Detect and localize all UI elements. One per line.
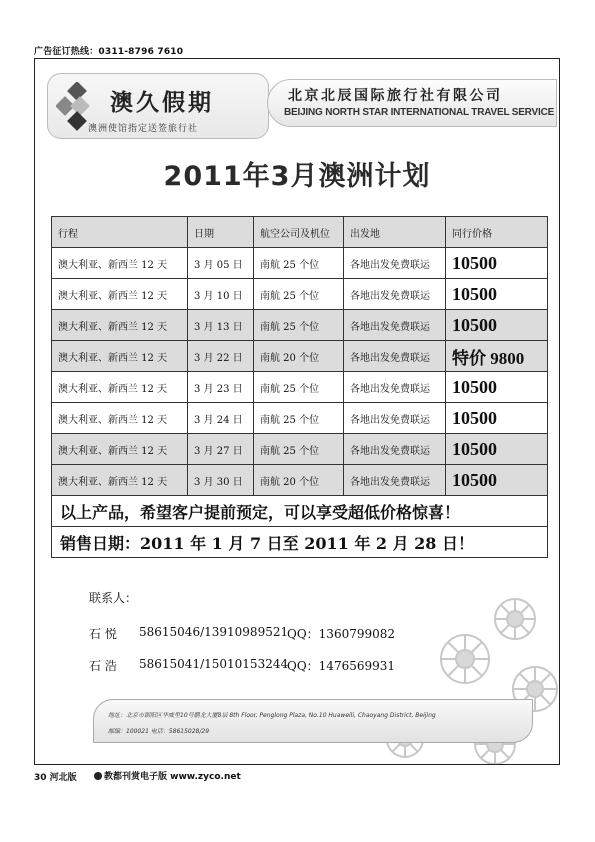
- departure-cell: 各地出发免费联运: [344, 372, 446, 403]
- page-title: 2011年3月澳洲计划: [163, 161, 431, 192]
- price-cell: 10500: [446, 372, 548, 403]
- footer-site-text: 教都刊赏电子版 www.zyco.net: [104, 772, 241, 782]
- contact-phone: 58615046/13910989521: [139, 625, 289, 639]
- date-cell: 3 月 27 日: [188, 434, 254, 465]
- table-row: [52, 434, 548, 465]
- departure-cell: 各地出发免费联运: [344, 279, 446, 310]
- tour-plan-table: [51, 216, 548, 558]
- page-number: 30 河北版: [34, 773, 77, 783]
- table-row: [52, 310, 548, 341]
- table-header-row: [52, 217, 548, 248]
- price-cell: 10500: [446, 465, 548, 496]
- column-header: 日期: [188, 217, 254, 248]
- airline-cell: 南航 25 个位: [254, 310, 344, 341]
- date-cell: 3 月 22 日: [188, 341, 254, 372]
- advert-frame: [34, 58, 560, 765]
- price-cell: 10500: [446, 279, 548, 310]
- sales-period-note: 销售日期：2011 年 1 月 7 日至 2011 年 2 月 28 日！: [52, 527, 548, 558]
- date-cell: 3 月 30 日: [188, 465, 254, 496]
- column-header: 出发地: [344, 217, 446, 248]
- route-cell: 澳大利亚、新西兰 12 天: [52, 372, 188, 403]
- postcode-phone-line: 邮编：100021 电话：58615028/29: [108, 728, 210, 735]
- departure-cell: 各地出发免费联运: [344, 248, 446, 279]
- airline-cell: 南航 25 个位: [254, 372, 344, 403]
- date-cell: 3 月 24 日: [188, 403, 254, 434]
- departure-cell: 各地出发免费联运: [344, 403, 446, 434]
- price-cell: 10500: [446, 248, 548, 279]
- route-cell: 澳大利亚、新西兰 12 天: [52, 310, 188, 341]
- brand-logo: [47, 73, 269, 139]
- airline-cell: 南航 25 个位: [254, 403, 344, 434]
- departure-cell: 各地出发免费联运: [344, 465, 446, 496]
- date-cell: 3 月 13 日: [188, 310, 254, 341]
- address-bar: [93, 699, 533, 743]
- date-cell: 3 月 10 日: [188, 279, 254, 310]
- contact-qq: QQ：1476569931: [287, 659, 396, 673]
- table-row: [52, 341, 548, 372]
- contact-name: 石 悦: [89, 627, 117, 641]
- address-line: 地址：北京市朝阳区华威里10号鹏龙大厦8层 8th Floor, Penglong Plaza, No.10 Huaweili, Chaoyang District, Beijing: [108, 712, 436, 719]
- column-header: 同行价格: [446, 217, 548, 248]
- contact-qq: QQ：1360799082: [287, 627, 396, 641]
- company-name-cn: 北京北辰国际旅行社有限公司: [288, 88, 503, 104]
- company-banner: [267, 79, 557, 127]
- column-header: 行程: [52, 217, 188, 248]
- notes-row: [52, 496, 548, 527]
- special-price-cell: 特价 9800: [446, 341, 548, 372]
- contact-phone: 58615041/15010153244: [139, 657, 289, 671]
- contact-heading: 联系人：: [89, 591, 138, 605]
- table-row: [52, 279, 548, 310]
- departure-cell: 各地出发免费联运: [344, 434, 446, 465]
- route-cell: 澳大利亚、新西兰 12 天: [52, 248, 188, 279]
- departure-cell: 各地出发免费联运: [344, 341, 446, 372]
- price-cell: 10500: [446, 310, 548, 341]
- route-cell: 澳大利亚、新西兰 12 天: [52, 279, 188, 310]
- airline-cell: 南航 25 个位: [254, 279, 344, 310]
- table-row: [52, 465, 548, 496]
- brand-name: 澳久假期: [110, 89, 214, 116]
- contact-name: 石 浩: [89, 659, 117, 673]
- ad-hotline: 广告征订热线：0311-8796 7610: [34, 47, 184, 57]
- date-cell: 3 月 05 日: [188, 248, 254, 279]
- column-header: 航空公司及机位: [254, 217, 344, 248]
- footer-site: [94, 769, 241, 782]
- airline-cell: 南航 20 个位: [254, 341, 344, 372]
- route-cell: 澳大利亚、新西兰 12 天: [52, 465, 188, 496]
- table-row: [52, 248, 548, 279]
- airline-cell: 南航 25 个位: [254, 434, 344, 465]
- price-cell: 10500: [446, 434, 548, 465]
- company-name-en: BEIJING NORTH STAR INTERNATIONAL TRAVEL SERVICE: [284, 107, 555, 118]
- airline-cell: 南航 25 个位: [254, 248, 344, 279]
- table-row: [52, 403, 548, 434]
- table-row: [52, 372, 548, 403]
- date-cell: 3 月 23 日: [188, 372, 254, 403]
- site-logo-icon: [94, 772, 102, 780]
- price-cell: 10500: [446, 403, 548, 434]
- route-cell: 澳大利亚、新西兰 12 天: [52, 341, 188, 372]
- brand-slogan: 澳洲使馆指定送签旅行社: [88, 124, 199, 134]
- route-cell: 澳大利亚、新西兰 12 天: [52, 403, 188, 434]
- airline-cell: 南航 20 个位: [254, 465, 344, 496]
- notes-row: [52, 527, 548, 558]
- booking-note: 以上产品，希望客户提前预定，可以享受超低价格惊喜！: [52, 496, 548, 527]
- route-cell: 澳大利亚、新西兰 12 天: [52, 434, 188, 465]
- departure-cell: 各地出发免费联运: [344, 310, 446, 341]
